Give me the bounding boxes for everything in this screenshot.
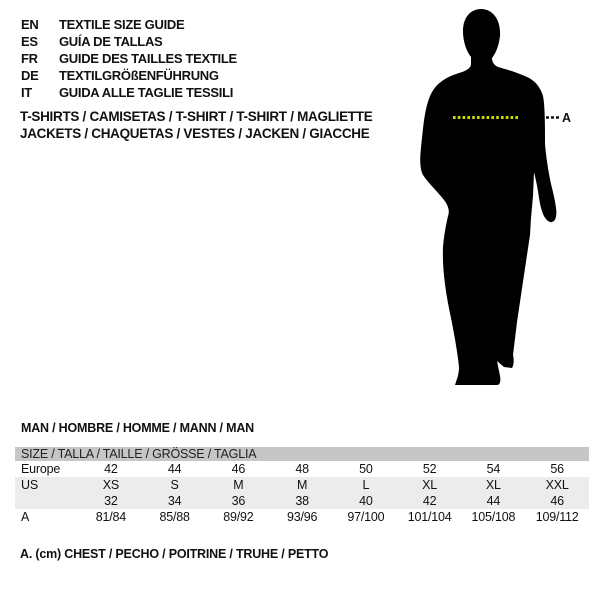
product-line-jackets: JACKETS / CHAQUETAS / VESTES / JACKEN / GIACCHE [20,126,370,141]
size-cell: 36 [231,494,246,508]
man-silhouette [400,0,600,400]
row-label: Europe [21,462,61,476]
size-cell: XL [422,478,438,492]
language-code: ES [21,34,38,49]
size-cell: 50 [359,462,373,476]
size-cell: 44 [486,494,501,508]
size-cell: 85/88 [159,510,190,524]
size-cell: 93/96 [286,510,318,524]
size-cell: 105/108 [471,510,516,524]
size-cell: M [297,478,308,492]
size-cell: 97/100 [347,510,385,524]
table-row-chest [15,509,589,525]
size-cell: M [233,478,244,492]
language-row-fr [21,50,237,67]
size-cell: XXL [545,478,569,492]
size-cell: 42 [104,462,118,476]
size-cell: S [170,478,179,492]
language-row-en [21,16,237,33]
section-title: MAN / HOMBRE / HOMME / MANN / MAN [21,421,254,435]
language-label: TEXTILE SIZE GUIDE [59,17,185,32]
row-label: A [21,510,30,524]
language-row-es [21,33,237,50]
language-code: DE [21,68,39,83]
language-label: GUIDA ALLE TAGLIE TESSILI [59,85,234,100]
measure-label-a: A [562,111,572,125]
row-label: US [21,478,38,492]
size-cell: 48 [295,462,309,476]
language-label: GUIDE DES TAILLES TEXTILE [59,51,237,66]
size-cell: 52 [422,462,437,476]
size-table [15,447,589,525]
size-cell: 46 [550,494,564,508]
language-label: GUÍA DE TALLAS [59,34,163,49]
size-cell: 38 [295,494,309,508]
table-header: SIZE / TALLA / TAILLE / GRÖSSE / TAGLIA [15,447,589,461]
language-code: IT [21,85,32,100]
size-cell: 46 [231,462,246,476]
size-cell: XL [485,478,501,492]
language-row-de [21,67,237,84]
measurement-footnote: A. (cm) CHEST / PECHO / POITRINE / TRUHE / PETTO [20,547,329,561]
language-list [21,16,237,101]
size-cell: 44 [167,462,182,476]
product-line-tshirts: T-SHIRTS / CAMISETAS / T-SHIRT / T-SHIRT / MAGLIETTE [20,109,373,124]
language-label: TEXTILGRÖßENFÜHRUNG [59,68,219,83]
size-cell: 101/104 [407,510,452,524]
size-cell: 109/112 [535,510,579,524]
size-cell: 42 [422,494,437,508]
language-code: FR [21,51,38,66]
size-cell: XS [102,478,120,492]
language-code: EN [21,17,39,32]
product-categories [20,108,372,142]
size-cell: L [362,478,370,492]
size-cell: 32 [104,494,118,508]
language-row-it [21,84,237,101]
man-body [420,9,556,385]
size-cell: 81/84 [95,510,127,524]
size-cell: 89/92 [223,510,254,524]
size-cell: 40 [359,494,373,508]
table-row-europe [15,461,589,477]
size-cell: 34 [167,494,182,508]
size-cell: 54 [486,462,501,476]
table-row-alt-size [15,493,589,509]
table-row-us [15,477,589,493]
size-cell: 56 [550,462,564,476]
